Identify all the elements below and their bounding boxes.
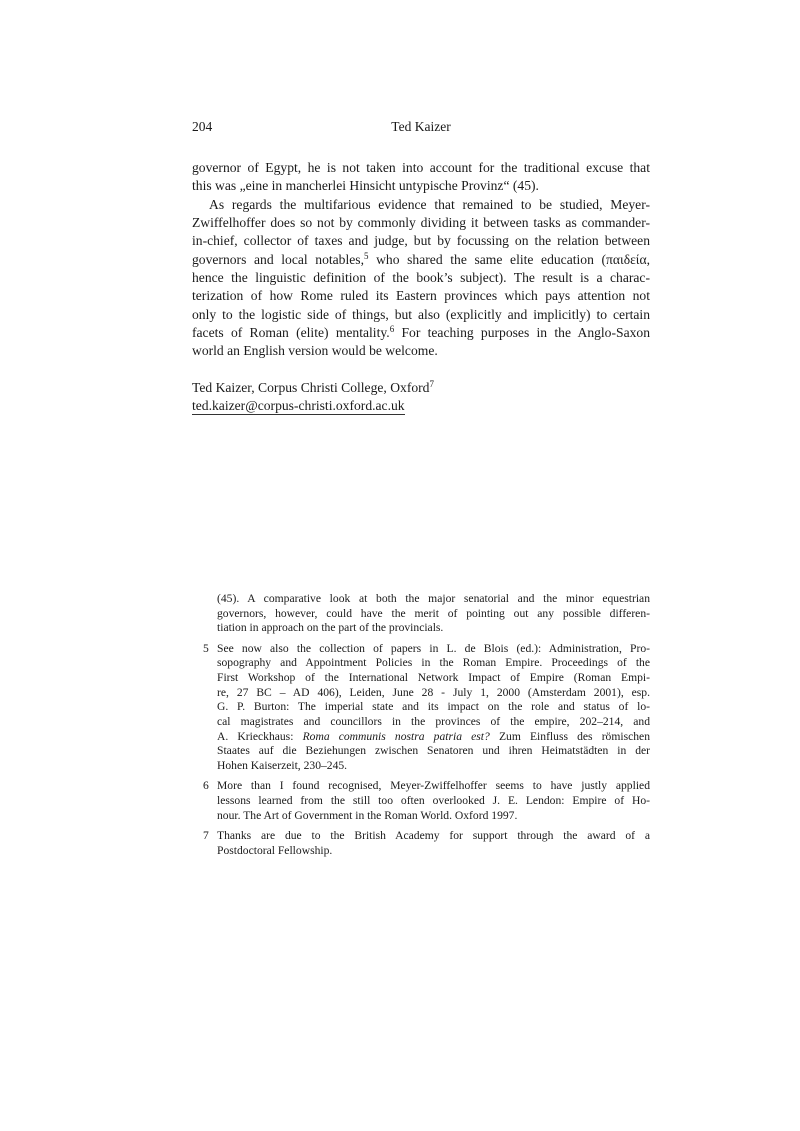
- text-line: [217, 715, 650, 730]
- text-run: See now also the collection of papers in L. de Blois (ed.): Administration, Pro-: [217, 641, 650, 655]
- text-line: [217, 779, 650, 794]
- text-run: Zwiffelhoffer does so not by commonly dividing it between tasks as commander-: [192, 215, 650, 231]
- footnote: [203, 779, 650, 823]
- text-line: [217, 607, 650, 622]
- text-run: world an English version would be welcome.: [192, 343, 438, 359]
- text-line: [192, 177, 650, 195]
- text-run: terization of how Rome ruled its Eastern provinces which pays attention not: [192, 288, 650, 304]
- text-run: Postdoctoral Fellowship.: [217, 843, 333, 857]
- paragraph: [192, 159, 650, 196]
- body-paragraphs: [192, 159, 650, 361]
- text-line: [192, 324, 650, 342]
- text-run: governors, however, could have the merit of pointing out any possible differen-: [217, 606, 650, 620]
- text-run: hence the linguistic definition of the book’s subject). The result is a charac-: [192, 270, 650, 286]
- text-run: nour. The Art of Government in the Roman World. Oxford 1997.: [217, 808, 518, 822]
- text-line: [192, 232, 650, 250]
- running-head: Ted Kaizer: [391, 119, 451, 134]
- text-line: [217, 844, 650, 859]
- text-run: who shared the same elite education (παιδεία,: [368, 251, 650, 267]
- text-run: tiation in approach on the part of the provincials.: [217, 621, 444, 635]
- text-line: [192, 306, 650, 324]
- text-line: [217, 759, 650, 774]
- text-line: [217, 671, 650, 686]
- text-run: G. P. Burton: The imperial state and its impact on the role and status of lo-: [217, 700, 650, 714]
- text-line: [192, 342, 650, 360]
- footnote-ref: 5: [363, 250, 369, 261]
- text-run: Roma communis nostra patria est?: [302, 729, 490, 743]
- author-affiliation: Ted Kaizer, Corpus Christi College, Oxford: [192, 380, 430, 396]
- text-run: re, 27 BC – AD 406), Leiden, June 28 - July 1, 2000 (Amsterdam 2001), esp.: [217, 685, 650, 699]
- text-run: facets of Roman (elite) mentality.: [192, 325, 390, 341]
- text-line: [217, 700, 650, 715]
- footnote-number: 7: [203, 828, 209, 842]
- footnote: [203, 828, 650, 858]
- text-line: [217, 656, 650, 671]
- footnote-number: 5: [203, 641, 209, 655]
- text-run: governor of Egypt, he is not taken into account for the traditional excuse that: [192, 160, 650, 175]
- footnote-number: 6: [203, 779, 209, 793]
- text-run: governors and local notables,: [192, 251, 364, 267]
- footnotes: [203, 592, 650, 864]
- text-run: Zum Einfluss des römischen: [489, 729, 650, 743]
- main-text: [192, 159, 650, 416]
- text-run: sopography and Appointment Policies in the Roman Empire. Proceedings of the: [217, 656, 650, 670]
- text-run: in-chief, collector of taxes and judge, but by focussing on the relation between: [192, 233, 650, 249]
- text-run: lessons learned from the still too often overlooked J. E. Lendon: Empire of Ho-: [217, 793, 650, 807]
- text-line: [217, 642, 650, 657]
- text-line: [192, 269, 650, 287]
- text-run: First Workshop of the International Network Impact of Empire (Roman Empi-: [217, 670, 650, 684]
- text-run: Thanks are due to the British Academy for support through the award of a: [217, 828, 650, 842]
- text-line: [217, 592, 650, 607]
- footnote-ref: 6: [389, 324, 395, 335]
- text-line: [217, 794, 650, 809]
- text-line: [217, 809, 650, 824]
- footnote: [203, 641, 650, 774]
- footnote-ref: 7: [429, 379, 434, 390]
- text-line: [217, 829, 650, 844]
- signature-block: [192, 379, 650, 416]
- text-run: this was „eine in mancherlei Hinsicht untypische Provinz“ (45).: [192, 178, 539, 194]
- text-run: only to the logistic side of things, but also (explicitly and implicitly) to certain: [192, 306, 650, 322]
- text-line: [217, 730, 650, 745]
- text-run: A. Krieckhaus:: [217, 729, 303, 743]
- email-link[interactable]: ted.kaizer@corpus-christi.oxford.ac.uk: [192, 398, 405, 414]
- text-line: [217, 744, 650, 759]
- page-number: 204: [192, 119, 213, 134]
- text-run: (45). A comparative look at both the major senatorial and the minor equestrian: [217, 592, 650, 605]
- text-run: For teaching purposes in the Anglo-Saxon: [394, 325, 650, 341]
- text-line: [192, 196, 650, 214]
- text-line: [192, 251, 650, 269]
- text-run: More than I found recognised, Meyer-Zwiffelhoffer seems to have justly applied: [217, 779, 650, 793]
- text-line: [192, 287, 650, 305]
- text-run: As regards the multifarious evidence that remained to be studied, Meyer-: [209, 196, 650, 212]
- paragraph: [192, 196, 650, 361]
- footnote: [217, 592, 650, 636]
- text-line: [217, 621, 650, 636]
- text-line: [217, 686, 650, 701]
- text-run: cal magistrates and councillors in the provinces of the empire, 202–214, and: [217, 715, 650, 728]
- text-line: [192, 159, 650, 177]
- text-run: Hohen Kaiserzeit, 230–245.: [217, 759, 348, 773]
- text-line: [192, 214, 650, 232]
- text-run: Staates auf die Beziehungen zwischen Senatoren und ihren Heimatstädten in der: [217, 744, 650, 758]
